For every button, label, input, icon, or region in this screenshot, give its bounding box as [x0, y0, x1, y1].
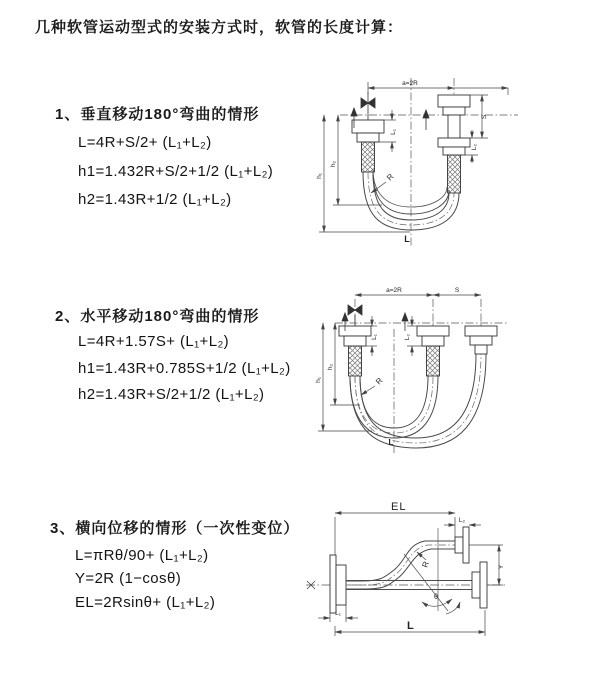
formula: h1=1.43R+0.785S+1/2 (L₁+L₂): [78, 360, 291, 377]
hose-displaced-position: [346, 541, 455, 589]
dim-label-h2: h₂: [330, 160, 337, 168]
section-3-heading: 3、横向位移的情形（一次性变位）: [50, 520, 300, 537]
formula: h2=1.43R+S/2+1/2 (L₁+L₂): [78, 386, 265, 403]
radius-label: R: [385, 171, 396, 183]
dim-label-s: S: [454, 287, 460, 294]
dim-label-s: S: [481, 114, 488, 120]
radius-leader: [361, 386, 375, 395]
dim-label-l2: L₂: [404, 333, 411, 341]
valve-icon: [361, 92, 375, 120]
page-title: 几种软管运动型式的安装方式时，软管的长度计算：: [35, 19, 404, 36]
formula: Y=2R (1−cosθ): [75, 570, 182, 587]
length-label: L: [388, 438, 394, 447]
formula: EL=2Rsinθ+ (L₁+L₂): [75, 594, 216, 611]
dim-label-h1: h₁: [315, 377, 322, 383]
dim-label-y: Y: [498, 564, 505, 570]
diagram-horizontal-180-bend: [310, 283, 600, 468]
dim-label-l2: L₂: [471, 143, 478, 151]
right-flange-original: [472, 562, 487, 608]
formula: L=πRθ/90+ (L₁+L₂): [75, 547, 209, 564]
dim-label-l1: L₁: [390, 129, 397, 135]
length-label: L: [407, 620, 414, 632]
dim-label-l2: L₂: [458, 517, 466, 524]
angle-label-theta: θ: [434, 594, 438, 601]
right-fitting: [438, 95, 470, 193]
dim-label-el: EL: [391, 501, 407, 513]
dim-label-h2: h₂: [327, 363, 334, 371]
formula: h1=1.432R+S/2+1/2 (L₁+L₂): [78, 163, 274, 180]
dimension-a2r: [368, 82, 508, 95]
length-label: L: [404, 234, 410, 244]
section-2-heading: 2、水平移动180°弯曲的情形: [55, 308, 260, 325]
middle-fitting: [417, 326, 449, 376]
formula: L=4R+S/2+ (L₁+L₂): [78, 134, 212, 151]
formula: h2=1.43R+1/2 (L₁+L₂): [78, 191, 232, 208]
right-fitting: [465, 326, 497, 354]
radius-leader: [417, 552, 426, 560]
left-flange: [330, 555, 346, 613]
formula: L=4R+1.57S+ (L₁+L₂): [78, 333, 230, 350]
section-1-heading: 1、垂直移动180°弯曲的情形: [55, 106, 260, 123]
dim-label-a2r: a=2R: [402, 80, 418, 87]
dim-label-h1: h₁: [316, 173, 323, 179]
diagram-lateral-displacement: [298, 498, 598, 648]
radius-label: R: [374, 375, 385, 387]
dim-label-a2r: a=2R: [386, 287, 402, 294]
centerlines: [335, 299, 508, 455]
dim-label-l1: L₁: [335, 610, 341, 617]
radius-label: R: [420, 560, 431, 569]
left-fitting: [352, 120, 384, 172]
diagram-vertical-180-bend: [310, 72, 600, 257]
left-fitting: [339, 326, 371, 376]
upper-flange-displaced: [455, 527, 469, 563]
hose-bend-position-2: [350, 354, 486, 448]
dim-label-l1: L₁: [371, 334, 378, 340]
